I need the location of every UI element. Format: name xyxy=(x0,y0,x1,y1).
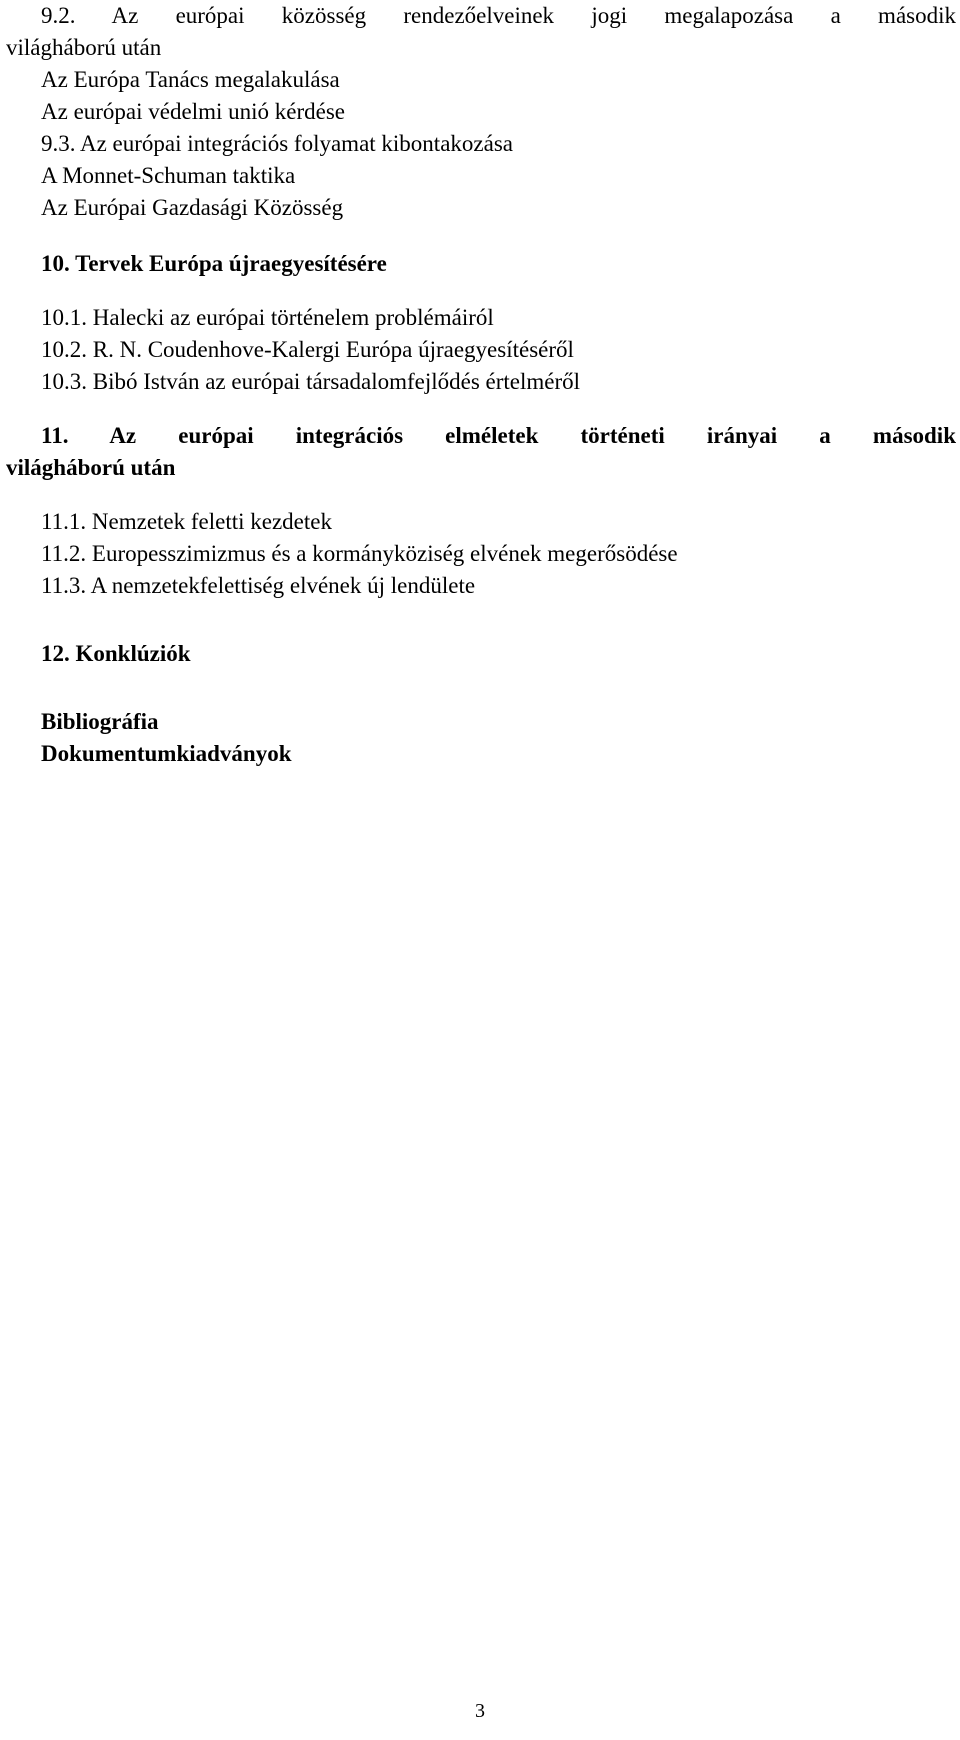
page-number: 3 xyxy=(475,1700,485,1722)
toc-entry-10-3: 10.3. Bibó István az európai társadalomfejlődés értelméről xyxy=(41,369,581,394)
toc-entry-10-2: 10.2. R. N. Coudenhove-Kalergi Európa újraegyesítéséről xyxy=(41,337,574,362)
toc-entry-9-2-line1: 9.2. Az európai közösség rendezőelveinek jogi megalapozása a második xyxy=(41,3,956,28)
toc-entry-11-3: 11.3. A nemzetekfelettiség elvének új lendülete xyxy=(41,573,476,598)
toc-entry-9-3: 9.3. Az európai integrációs folyamat kibontakozása xyxy=(41,131,513,156)
toc-chapter-11-line2: világháború után xyxy=(6,455,176,480)
toc-entry-10-1: 10.1. Halecki az európai történelem problémáiról xyxy=(41,305,494,330)
toc-chapter-11-line1: 11. Az európai integrációs elméletek történeti irányai a második xyxy=(41,423,956,448)
toc-subentry-egk: Az Európai Gazdasági Közösség xyxy=(41,195,344,220)
toc-subentry-europa-tanacs: Az Európa Tanács megalakulása xyxy=(41,67,340,92)
toc-bibliography: Bibliográfia xyxy=(41,709,159,734)
toc-subentry-monnet-schuman: A Monnet-Schuman taktika xyxy=(41,163,296,188)
toc-entry-11-1: 11.1. Nemzetek feletti kezdetek xyxy=(41,509,332,534)
toc-entry-11-2: 11.2. Europesszimizmus és a kormányköziség elvének megerősödése xyxy=(41,541,678,566)
toc-subentry-vedelmi-unio: Az európai védelmi unió kérdése xyxy=(41,99,345,124)
toc-chapter-12: 12. Konklúziók xyxy=(41,641,191,666)
toc-documents: Dokumentumkiadványok xyxy=(41,741,292,766)
toc-entry-9-2-line2: világháború után xyxy=(6,35,162,60)
table-of-contents xyxy=(6,0,956,770)
toc-chapter-10: 10. Tervek Európa újraegyesítésére xyxy=(41,251,387,276)
